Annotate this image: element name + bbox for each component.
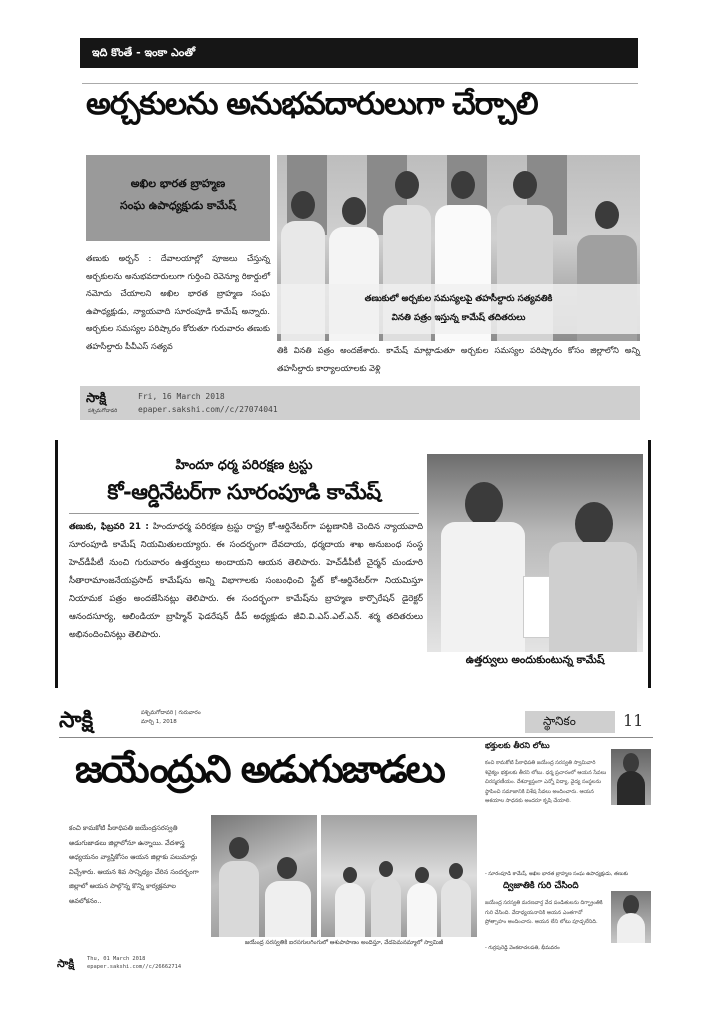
sidebar-signature: - గుర్రపురెడ్డి వెంకటాచలపతి, భీమవరం (485, 945, 560, 951)
divider (59, 737, 653, 738)
article-continuation: తికి వినతి పత్రం అందజేశారు. కామేష్ మాట్లాడుతూ అర్చకుల సమస్యల పరిష్కారం కోసం జిల్లాలోని అన్ని తహసీల్దారు కార్యాలయాలకు వెళ్లి (277, 345, 640, 373)
sakshi-logo: సాక్షి (57, 957, 75, 970)
article-body: కంచి కామకోటి పీఠాధిపతి జయేంద్రసరస్వతి అడుగుజాడలు జిల్లాలోనూ ఉన్నాయి. వేదశాస్త్ర అధ్యయనం వ్యాప్తికోసం ఆయన జిల్లాకు పలుమార్లు విచ్చేశారు. ఆయన శివ సాన్నిధ్యం చేరిన సందర్భంగా జిల్లాలో ఆయన పాల్గొన్న కొన్ని కార్యక్రమాల అవలోకనం.. (69, 824, 199, 905)
clipping-coordinator (55, 440, 653, 688)
right-border (648, 440, 651, 688)
sakshi-logo: సాక్షి (86, 391, 107, 406)
clipping-archakulu (80, 36, 640, 420)
article-text: హిందూధర్మ పరిరక్షణ ట్రస్టు రాష్ట్ర కో-ఆర్డినేటర్‌గా పట్టణానికి చెందిన న్యాయవాది సూరంపూడి కామేష్ నియమితులయ్యారు. ఈ సందర్భంగా దేవదాయ, ధర్మదాయ శాఖ అనుబంధ సంస్థ హెచ్‌డీపీటీ నుంచి గురువారం ఉత్తర్వులు అందాయని ఆయన తెలిపారు. హెచ్‌డీపీటీ చైర్మన్ చుండూరి సీతారామాంజనేయప్రసాద్ కామేష్‌ను అన్ని విభాగాలకు సంబంధించి స్టేట్ కో-ఆర్డినేటర్‌గా నియమిస్తూ నియామక పత్రం అందజేసినట్లు తెలిపారు. ఈ సందర్భంగా కామేష్‌ను బ్రాహ్మణ కార్పొరేషన్ డైరెక్టర్ ఆనందసూర్య, ఆలిండియా బ్రాహ్మిన్ ఫెడరేషన్ డీప్ అధ్యక్షుడు జీవి.వి.ఎస్.ఎల్.ఎన్. శర్మ తదితరులు అభినందించినట్లు తెలిపారు. (69, 522, 424, 640)
news-photo (211, 815, 317, 937)
caption-line: వినతి పత్రం ఇస్తున్న కామేష్ తదితరులు (391, 313, 526, 323)
news-photo (427, 454, 643, 652)
edition-date: మార్చి 1, 2018 (141, 719, 177, 725)
edition-label (141, 709, 231, 727)
photo-caption: ఉత్తర్వులు అందుకుంటున్న కామేష్ (465, 654, 605, 666)
divider (69, 513, 419, 514)
subheadline: హిందూ ధర్మ పరిరక్షణ ట్రస్టు (175, 458, 313, 473)
series-banner: ఇది కొంతే - ఇంకా ఎంతో (80, 38, 638, 68)
sidebar-signature: - సూరంపూడి కామేష్, అఖిల భారత బ్రాహ్మణ సంఘ ఉపాధ్యక్షుడు, తణుకు (485, 871, 629, 877)
sakshi-logo: సాక్షి (59, 707, 94, 733)
edition-line: పశ్చిమగోదావరి | గురువారం (141, 710, 201, 716)
caption-line: తణుకులో అర్చకుల సమస్యలపై తహసీల్దారు సత్యవతికి (364, 294, 553, 304)
edition-label: పశ్చిమగోదావరి (88, 408, 118, 414)
epaper-meta (87, 955, 181, 971)
portrait-photo (611, 749, 651, 805)
sidebar-body: కంచి కామకోటి పీఠాధిపతి జయేంద్ర సరస్వతి స్వామివారి శివైక్యం భక్తులకు తీరని లోటు. ధర్మ ప్రచారంలో ఆయన సేవలు చిరస్మరణీయం. దేశవ్యాప్తంగా ఎన్నో విద్యా, వైద్య సంస్థలను స్థాపించి సమాజానికి విశేష సేవలు అందించారు. ఆయన ఆశయాల సాధనకు అందరూ కృషి చేయాలి. (485, 760, 607, 805)
news-photo (321, 815, 477, 937)
sidebar-body: జయేంద్ర సరస్వతి మరణవార్త వేద పండితులను దిగ్భ్రాంతికి గురి చేసింది. వేదాధ్యయనానికి ఆయన ఎంతగానో ప్రోత్సాహం అందించారు. ఆయన లేని లోటు పూడ్చలేనిది. (485, 900, 603, 926)
sidebar-title: భక్తులకు తీరని లోటు (485, 741, 550, 750)
kicker-box (86, 155, 270, 241)
epaper-date: Fri, 16 March 2018 (138, 392, 225, 401)
epaper-url[interactable]: epaper.sakshi.com//c/26662714 (87, 964, 182, 970)
left-border (55, 440, 58, 688)
section-label: స్థానికం (525, 711, 615, 733)
kicker-line: సంఘ ఉపాధ్యక్షుడు కామేష్ (120, 199, 236, 212)
epaper-meta (138, 390, 278, 416)
headline: అర్చకులను అనుభవదారులుగా చేర్చాలి (86, 86, 538, 122)
article-body: తణుకు అర్బన్ : దేవాలయాల్లో పూజలు చేస్తున్న అర్చకులను అనుభవదారులుగా గుర్తించి రెవెన్యూ రికార్డులో నమోదు చేయాలని అఖిల భారత బ్రాహ్మణ సంఘ ఉపాధ్యక్షుడు, న్యాయవాది సూరంపూడి కామేష్ అన్నారు. అర్చకుల సమస్యల పరిష్కారం కోరుతూ గురువారం తణుకు తహసీల్దారు పీవీఎస్ సత్యవ (86, 253, 270, 351)
dateline: తణుకు, ఫిబ్రవరి 21 : (69, 522, 149, 532)
portrait-photo (611, 891, 651, 943)
page-number: 11 (623, 711, 644, 730)
article-body (69, 518, 423, 644)
divider (82, 83, 638, 84)
headline: జయేంద్రుని అడుగుజాడలు (75, 747, 444, 791)
photo-caption (277, 286, 640, 332)
headline: కో-ఆర్డినేటర్‌గా సూరంపూడి కామేష్ (107, 480, 381, 504)
epaper-footer (80, 386, 640, 420)
epaper-date: Thu, 01 March 2018 (87, 956, 146, 962)
clipping-jayendra (55, 705, 655, 975)
photo-caption: జయేంద్ర సరస్వతికి ఐరసగులగింగులో ఆశుపాపాణం అందిస్తూ, వేదపెమనమ్మాలో స్వామిజీ (244, 940, 444, 946)
epaper-url[interactable]: epaper.sakshi.com//c/27074041 (138, 405, 278, 414)
kicker-line: అఖిల భారత బ్రాహ్మణ (130, 177, 226, 190)
sidebar-title: ద్విజాతికి గురి చేసింది (503, 881, 579, 891)
